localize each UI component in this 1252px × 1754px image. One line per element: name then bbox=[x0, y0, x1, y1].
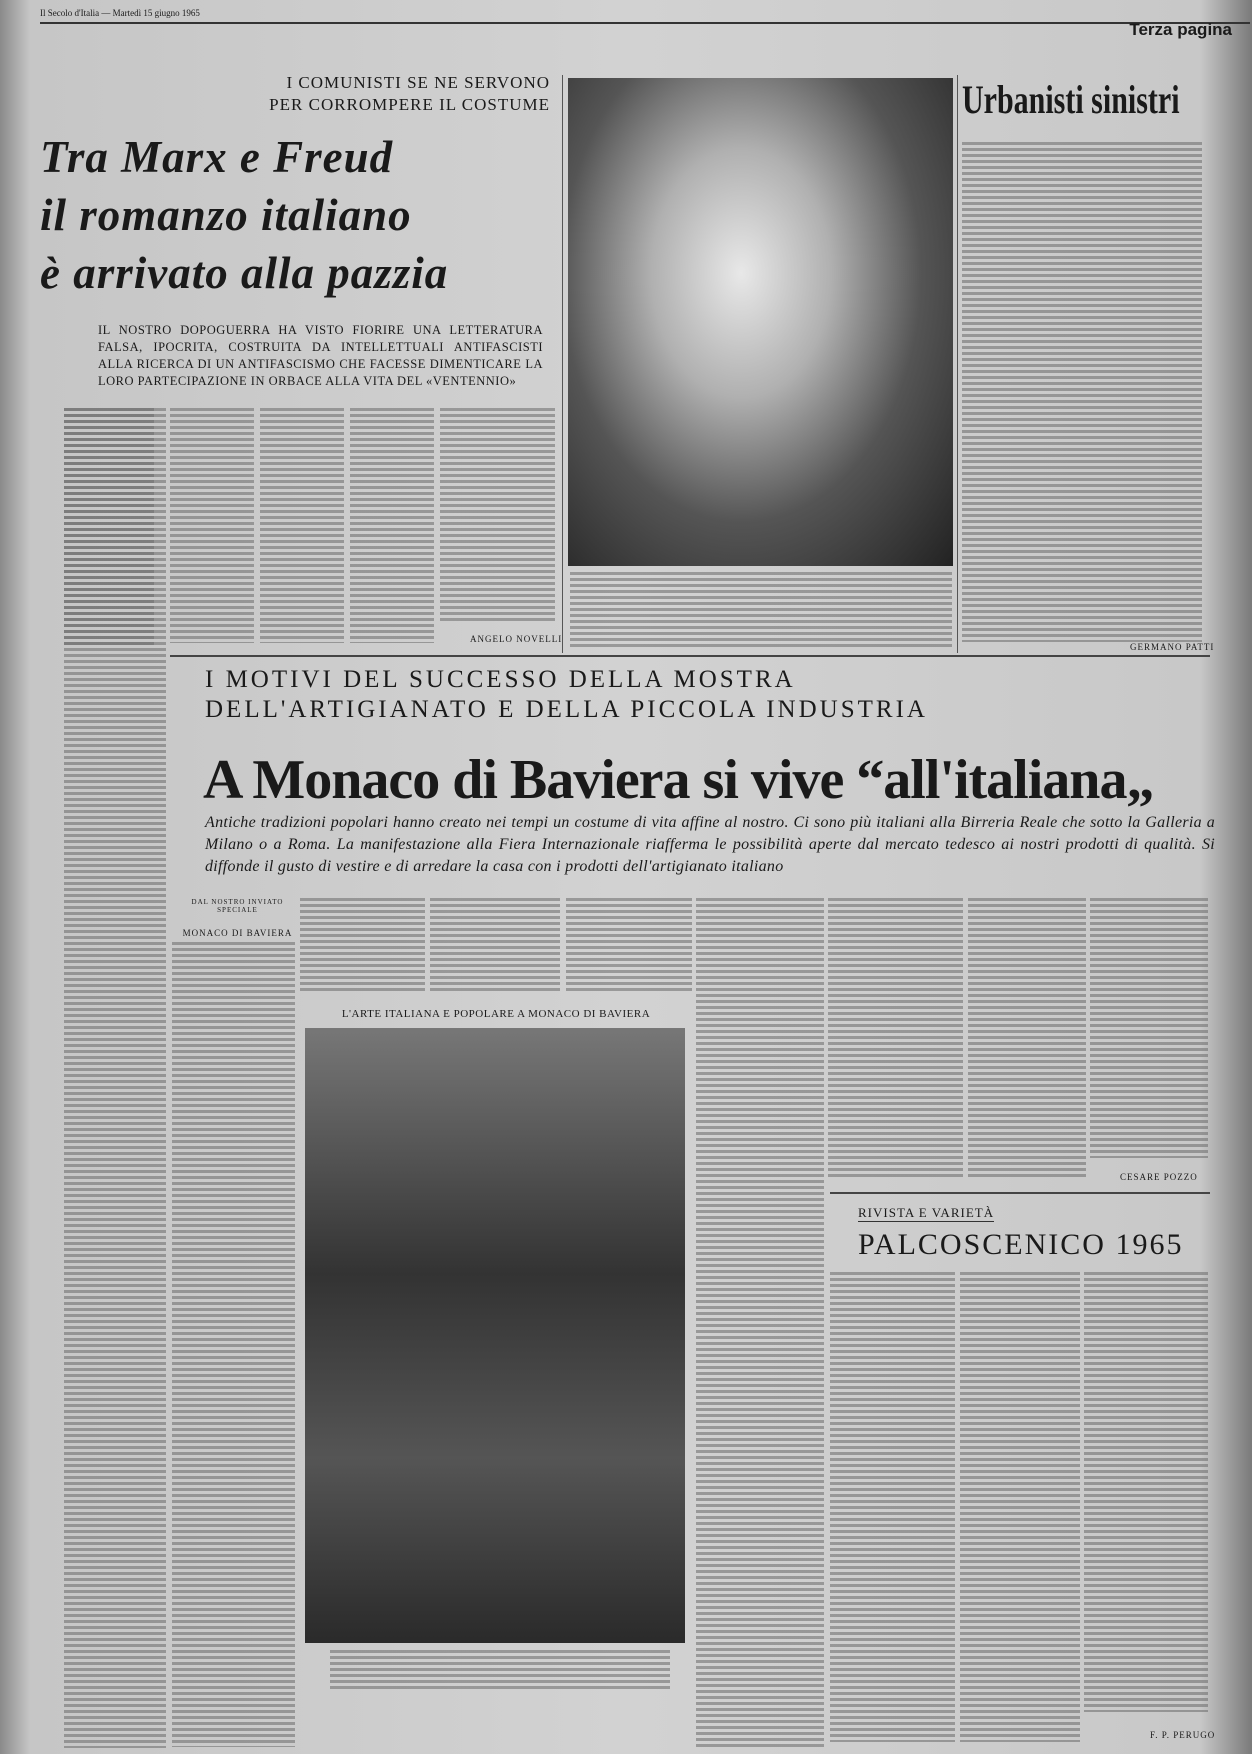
headline-line: Tra Marx e Freud bbox=[40, 132, 394, 182]
kicker-line: DELL'ARTIGIANATO E DELLA PICCOLA INDUSTRIA bbox=[205, 696, 928, 723]
headline-line: è arrivato alla pazzia bbox=[40, 248, 449, 298]
article2-byline: CESARE POZZO bbox=[1120, 1172, 1198, 1182]
article1-kicker bbox=[220, 72, 550, 116]
article1-body-column bbox=[350, 408, 434, 643]
kicker-line: I COMUNISTI SE NE SERVONO bbox=[286, 73, 550, 92]
section-label: Terza pagina bbox=[1129, 20, 1232, 39]
article2-body-column bbox=[828, 898, 963, 1178]
photo-title: L'ARTE ITALIANA E POPOLARE A MONACO DI BAVIERA bbox=[341, 1008, 651, 1020]
section-rule bbox=[170, 655, 1210, 657]
art-exhibition-photo bbox=[305, 1028, 685, 1643]
article2-body-column bbox=[696, 898, 824, 1748]
article1-byline: ANGELO NOVELLI bbox=[470, 634, 563, 644]
article2-deck: Antiche tradizioni popolari hanno creato nei tempi un costume di vita affine al nostro. Ci sono più italiani alla Birreria Reale che sotto la Galleria a Milano o a Roma. La manifestazione alla Fiera Internazionale riafferma le possibilità aperte dal mercato tedesco ai nostri prodotti di qualità. Si diffonde il gusto di vestire e di arredare la casa con i prodotti dell'artigianato italiano bbox=[205, 814, 1215, 875]
article2-body-column bbox=[300, 898, 425, 993]
sidebar-headline: Urbanisti sinistri bbox=[962, 77, 1180, 122]
article2-body-column bbox=[566, 898, 692, 993]
article2-body-column bbox=[172, 942, 295, 1747]
top-rule bbox=[40, 22, 1250, 24]
article1-headline bbox=[40, 128, 560, 302]
column-rule bbox=[957, 75, 958, 653]
article1-body-column bbox=[440, 408, 555, 623]
article1-body-column-continued bbox=[64, 408, 166, 1748]
sidebar-body bbox=[962, 142, 1202, 642]
sidebar-byline: GERMANO PATTI bbox=[1130, 642, 1215, 652]
article3-headline: PALCOSCENICO 1965 bbox=[858, 1228, 1184, 1261]
article2-from: DAL NOSTRO INVIATO SPECIALE bbox=[191, 898, 284, 914]
article3-byline: F. P. PERUGO bbox=[1150, 1730, 1216, 1740]
headline-line: il romanzo italiano bbox=[40, 190, 412, 240]
actress-photo bbox=[568, 78, 953, 566]
article3-body-column bbox=[1084, 1272, 1208, 1712]
article2-body-column bbox=[1090, 898, 1208, 1158]
article2-body-column bbox=[430, 898, 560, 993]
section-rule bbox=[830, 1192, 1210, 1194]
article2-headline: A Monaco di Baviera si vive “all'italiana„ bbox=[203, 749, 1154, 811]
kicker-line: I MOTIVI DEL SUCCESSO DELLA MOSTRA bbox=[205, 666, 796, 693]
article1-deck: IL NOSTRO DOPOGUERRA HA VISTO FIORIRE UNA LETTERATURA FALSA, IPOCRITA, COSTRUITA DA INTELLETTUALI ANTIFASCISTI ALLA RICERCA DI UN ANTIFASCISMO CHE FACESSE DIMENTICARE LA LORO PARTECIPAZIONE IN ORBACE ALLA VITA DEL «VENTENNIO» bbox=[98, 323, 543, 388]
kicker-line: PER CORROMPERE IL COSTUME bbox=[269, 95, 550, 114]
dateline: Il Secolo d'Italia — Martedì 15 giugno 1965 bbox=[40, 8, 200, 18]
article2-body-column bbox=[968, 898, 1086, 1178]
article3-kicker: RIVISTA E VARIETÀ bbox=[858, 1205, 995, 1220]
article3-body-column bbox=[830, 1272, 955, 1742]
article1-body-column bbox=[260, 408, 344, 643]
article1-body-column bbox=[170, 408, 254, 643]
photo-caption bbox=[570, 572, 952, 650]
article2-dateline: MONACO DI BAVIERA bbox=[182, 928, 293, 938]
photo-caption bbox=[330, 1650, 670, 1690]
article2-kicker bbox=[205, 665, 928, 725]
article3-body-column bbox=[960, 1272, 1080, 1742]
column-rule bbox=[562, 75, 563, 653]
